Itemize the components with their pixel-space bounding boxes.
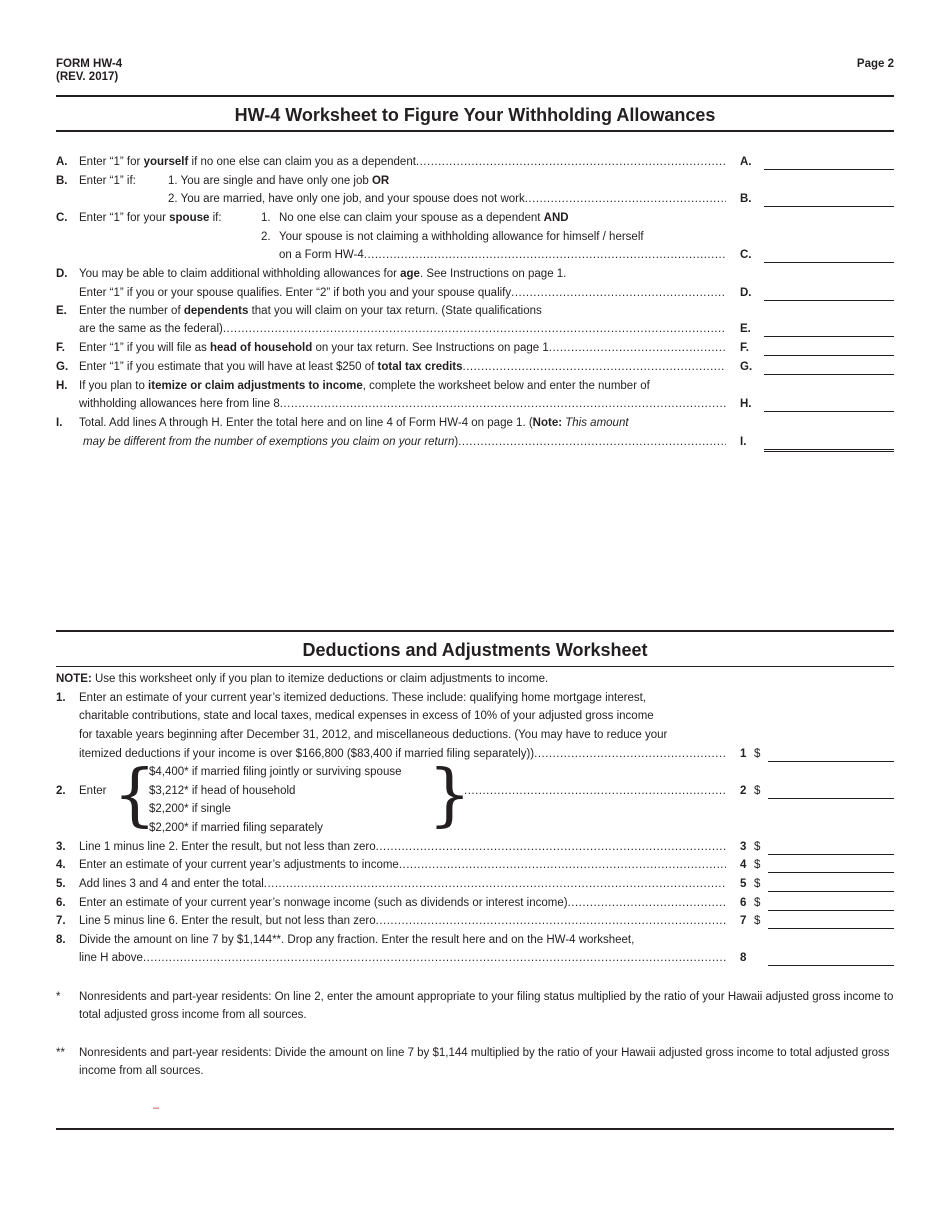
line-ref: 4 (740, 859, 747, 871)
answer-line-3[interactable] (768, 854, 894, 855)
item-number: 1. (261, 212, 271, 224)
line-ref: G. (740, 361, 753, 373)
answer-line-f[interactable] (764, 355, 894, 356)
answer-line-6[interactable] (768, 910, 894, 911)
line-4: 4. Enter an estimate of your current year’s adjustments to income ..... 4 $ (56, 856, 894, 875)
item-number: 2. (261, 231, 271, 243)
form-revision: (REV. 2017) (56, 71, 119, 83)
line-1-cont (56, 707, 894, 726)
line-ref: E. (740, 323, 751, 335)
line-number: 8. (56, 934, 66, 946)
line-number: 3. (56, 841, 66, 853)
line-number: 2. (56, 785, 66, 797)
line-text: Enter “1” if: (79, 175, 136, 187)
line-7: 7. Line 5 minus line 6. Enter the result, but not less than zero ..... 7 $ (56, 912, 894, 931)
line-ref: 3 (740, 841, 747, 853)
answer-line-total[interactable] (764, 449, 894, 450)
line-ref: I. (740, 436, 747, 448)
line-ref: 7 (740, 915, 747, 927)
answer-line-8[interactable] (768, 965, 894, 966)
line-number: 6. (56, 897, 66, 909)
answer-line-g[interactable] (764, 374, 894, 375)
line-ref: 2 (740, 785, 747, 797)
line-ref: F. (740, 342, 749, 354)
answer-line-7[interactable] (768, 928, 894, 929)
line-text: Enter “1” for your spouse if: (79, 212, 222, 224)
line-3: 3. Line 1 minus line 2. Enter the result, but not less than zero ..... 3 $ (56, 838, 894, 857)
dollar-sign: $ (754, 878, 761, 890)
line-i (56, 414, 894, 433)
line-letter: H. (56, 380, 68, 392)
line-a: A. Enter “1” for yourself if no one else can claim you as a dependent ..... A. (56, 153, 894, 172)
bottom-rule (56, 1128, 894, 1130)
option-text: $2,200* if single (149, 803, 231, 815)
line-text: 1. You are single and have only one job OR (168, 175, 390, 187)
line-number: 7. (56, 915, 66, 927)
dollar-sign: $ (754, 897, 761, 909)
line-text: Enter an estimate of your current year’s itemized deductions. These include: qualifying home mortgage interest, (79, 692, 646, 704)
title-rule (56, 130, 894, 132)
answer-line-1[interactable] (768, 761, 894, 762)
line-number: 5. (56, 878, 66, 890)
line-letter: C. (56, 212, 68, 224)
line-2 (56, 782, 894, 801)
answer-line-d[interactable] (764, 300, 894, 301)
footnote-mark: * (56, 991, 61, 1003)
line-letter: G. (56, 361, 69, 373)
line-e (56, 302, 894, 321)
footnote-text: Nonresidents and part-year residents: Divide the amount on line 7 by $1,144 multiplied by the ratio of your Hawaii adjusted gross income to total adjusted gross income from all sources. (79, 1047, 890, 1077)
dollar-sign: $ (754, 841, 761, 853)
worksheet-title: HW-4 Worksheet to Figure Your Withholding Allowances (234, 105, 716, 125)
footnote-double-star (56, 1044, 894, 1080)
right-brace: } (428, 756, 472, 835)
line-letter: F. (56, 342, 65, 354)
form-id (56, 58, 122, 84)
line-ref: B. (740, 193, 752, 205)
line-text: If you plan to itemize or claim adjustments to income, complete the worksheet below and enter the number of (79, 380, 650, 392)
line-h-cont: withholding allowances here from line 8 ..... H. (56, 395, 894, 414)
line-ref: H. (740, 398, 752, 410)
red-mark: – (153, 1102, 160, 1114)
left-brace: { (113, 756, 157, 835)
answer-line-e[interactable] (764, 336, 894, 337)
line-text: Divide the amount on line 7 by $1,144**. Drop any fraction. Enter the result here and on the HW-4 worksheet, (79, 934, 635, 946)
form-name: FORM HW-4 (56, 58, 123, 70)
line-number: 4. (56, 859, 66, 871)
line-h (56, 377, 894, 396)
line-text: Enter (79, 785, 107, 797)
line-ref: 1 (740, 748, 747, 760)
line-text: No one else can claim your spouse as a dependent AND (279, 212, 569, 224)
line-text: Enter the number of dependents that you will claim on your tax return. (State qualifications (79, 305, 542, 317)
section-rule (56, 630, 894, 632)
line-i-cont: may be different from the number of exemptions you claim on your return) ..... I. (56, 433, 894, 452)
line-letter: E. (56, 305, 67, 317)
line-ref: C. (740, 249, 752, 261)
footnote-text: Nonresidents and part-year residents: On line 2, enter the amount appropriate to your filing status multiplied by the ratio of your Hawaii adjusted gross income to total adjusted gross income from all sources. (79, 991, 894, 1021)
line-letter: D. (56, 268, 68, 280)
line-c-3: on a Form HW-4 ..... C. (56, 246, 894, 265)
footnote-mark: ** (56, 1047, 65, 1059)
worksheet-note: NOTE: Use this worksheet only if you plan to itemize deductions or claim adjustments to income. (56, 673, 549, 685)
line-g: G. Enter “1” if you estimate that you will have at least $250 of total tax credits ..... G. (56, 358, 894, 377)
line-c-2 (56, 228, 894, 247)
line-ref: 8 (740, 952, 747, 964)
line-d (56, 265, 894, 284)
line-f: F. Enter “1” if you will file as head of household on your tax return. See Instructions on page 1 ..... F. (56, 339, 894, 358)
line-2-option (56, 763, 894, 782)
line-c (56, 209, 894, 228)
dollar-sign: $ (754, 785, 761, 797)
line-text: charitable contributions, state and local taxes, medical expenses in excess of 10% of your adjusted gross income (79, 710, 654, 722)
line-letter: I. (56, 417, 63, 429)
answer-line-2[interactable] (768, 798, 894, 799)
line-text: You may be able to claim additional withholding allowances for age. See Instructions on page 1. (79, 268, 567, 280)
line-text: for taxable years beginning after December 31, 2012, and miscellaneous deductions. (You may have to reduce your (79, 729, 668, 741)
top-rule (56, 95, 894, 97)
page-number: Page 2 (856, 58, 894, 70)
dollar-sign: $ (754, 748, 761, 760)
line-6: 6. Enter an estimate of your current year’s nonwage income (such as dividends or interest income) ..... 6 $ (56, 894, 894, 913)
line-number: 1. (56, 692, 66, 704)
footnote-single-star (56, 988, 894, 1024)
line-ref: D. (740, 287, 752, 299)
answer-line-4[interactable] (768, 872, 894, 873)
line-ref: 5 (740, 878, 747, 890)
line-8-cont: line H above ..... 8 (56, 949, 894, 968)
dollar-sign: $ (754, 859, 761, 871)
answer-line-c[interactable] (764, 262, 894, 263)
option-text: $2,200* if married filing separately (149, 822, 323, 834)
option-text: $3,212* if head of household (149, 785, 296, 797)
title-rule (56, 666, 894, 667)
line-e-cont: are the same as the federal) ..... E. (56, 320, 894, 339)
line-ref: 6 (740, 897, 747, 909)
line-1-cont (56, 726, 894, 745)
line-text: Total. Add lines A through H. Enter the total here and on line 4 of Form HW-4 on page 1. (Note: This amount (79, 417, 629, 429)
line-1-cont: itemized deductions if your income is over $166,800 ($83,400 if married filing separately)) ..... 1 $ (56, 745, 894, 764)
line-b-cont: 2. You are married, have only one job, and your spouse does not work ..... B. (56, 190, 894, 209)
line-d-cont: Enter “1” if you or your spouse qualifies. Enter “2” if both you and your spouse qualify ..... D. (56, 284, 894, 303)
line-letter: A. (56, 156, 68, 168)
dollar-sign: $ (754, 915, 761, 927)
line-text: Your spouse is not claiming a withholding allowance for himself / herself (279, 231, 644, 243)
line-8 (56, 931, 894, 950)
option-text: $4,400* if married filing jointly or surviving spouse (149, 766, 402, 778)
answer-line-a[interactable] (764, 169, 894, 170)
answer-line-h[interactable] (764, 411, 894, 412)
line-1 (56, 689, 894, 708)
line-2-option (56, 819, 894, 838)
deductions-worksheet-title: Deductions and Adjustments Worksheet (302, 640, 648, 660)
answer-line-5[interactable] (768, 891, 894, 892)
line-2-option (56, 800, 894, 819)
line-b (56, 172, 894, 191)
line-letter: B. (56, 175, 68, 187)
answer-line-b[interactable] (764, 206, 894, 207)
line-ref: A. (740, 156, 752, 168)
line-5: 5. Add lines 3 and 4 and enter the total ..... 5 $ (56, 875, 894, 894)
